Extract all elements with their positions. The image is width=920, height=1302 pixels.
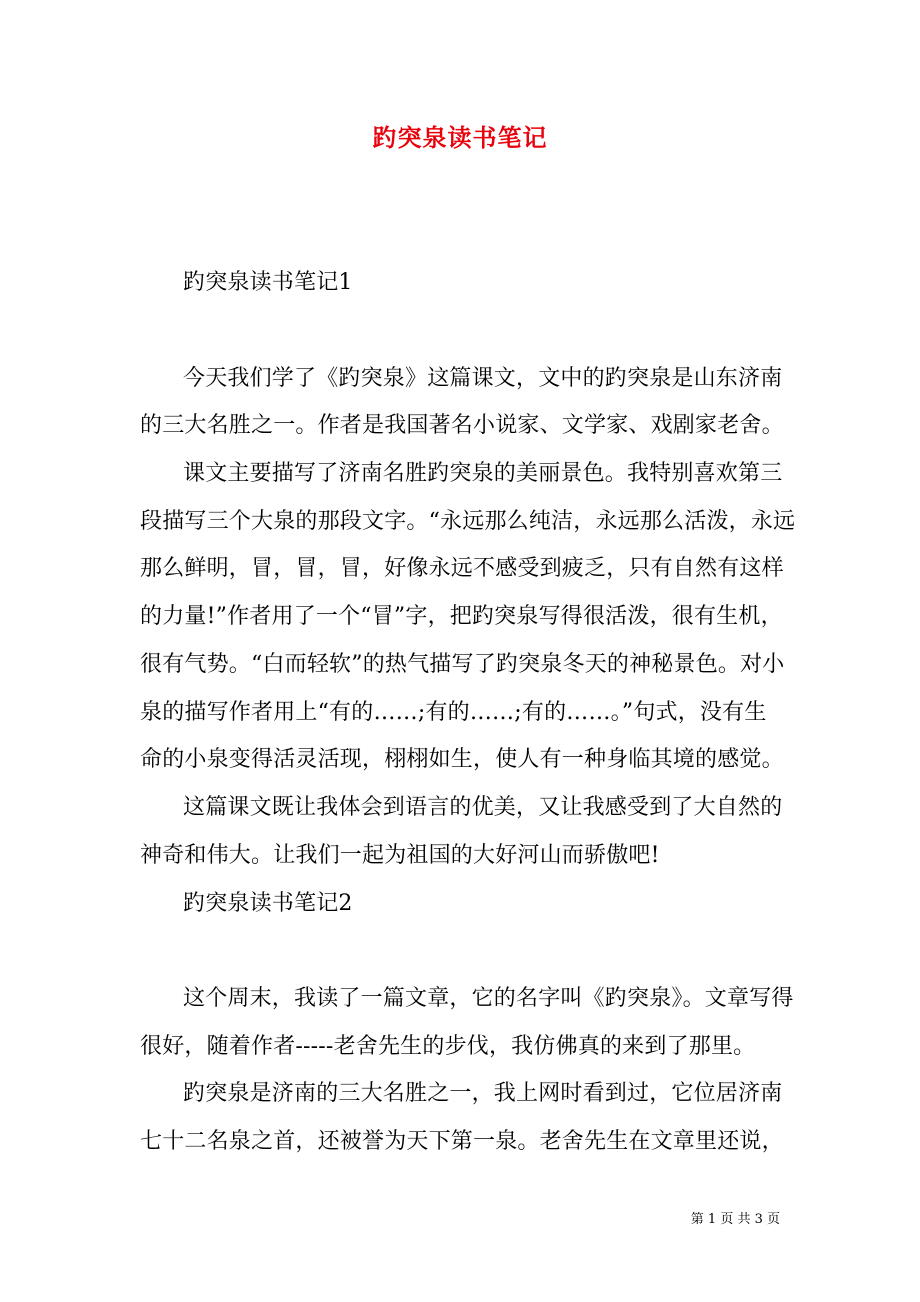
paragraph-line: 段描写三个大泉的那段文字。“永远那么纯洁，永远那么活泼，永远 bbox=[140, 509, 796, 534]
paragraph-line: 这个周末，我读了一篇文章，它的名字叫《趵突泉》。文章写得 bbox=[183, 986, 794, 1011]
paragraph-line: 的力量!”作者用了一个“冒”字，把趵突泉写得很活泼，很有生机， bbox=[140, 604, 783, 629]
paragraph-line: 这篇课文既让我体会到语言的优美，又让我感受到了大自然的 bbox=[183, 795, 783, 820]
paragraph-line: 命的小泉变得活灵活现，栩栩如生，使人有一种身临其境的感觉。 bbox=[140, 747, 784, 772]
paragraph-line: 今天我们学了《趵突泉》这篇课文，文中的趵突泉是山东济南 bbox=[183, 366, 783, 391]
paragraph-line: 趵突泉是济南的三大名胜之一，我上网时看到过，它位居济南 bbox=[183, 1081, 783, 1106]
paragraph-line: 神奇和伟大。让我们一起为祖国的大好河山而骄傲吧! bbox=[140, 843, 660, 868]
paragraph-line: 课文主要描写了济南名胜趵突泉的美丽景色。我特别喜欢第三 bbox=[183, 461, 783, 486]
paragraph-line: 那么鲜明，冒，冒，冒，好像永远不感受到疲乏，只有自然有这样 bbox=[140, 556, 784, 581]
paragraph-line: 很有气势。“白而轻软”的热气描写了趵突泉冬天的神秘景色。对小 bbox=[140, 652, 785, 677]
section-heading-2: 趵突泉读书笔记2 bbox=[183, 891, 353, 916]
paragraph-line: 泉的描写作者用上“有的……;有的……;有的……。”句式，没有生 bbox=[140, 700, 767, 725]
paragraph-line: 很好，随着作者-----老舍先生的步伐，我仿佛真的来到了那里。 bbox=[140, 1034, 756, 1059]
paragraph-line: 的三大名胜之一。作者是我国著名小说家、文学家、戏剧家老舍。 bbox=[140, 413, 784, 438]
section-heading-1: 趵突泉读书笔记1 bbox=[183, 270, 353, 295]
paragraph-line: 七十二名泉之首，还被誉为天下第一泉。老舍先生在文章里还说， bbox=[140, 1129, 784, 1154]
page-number-footer: 第 1 页 共 3 页 bbox=[690, 1212, 780, 1227]
document-title: 趵突泉读书笔记 bbox=[372, 123, 548, 152]
